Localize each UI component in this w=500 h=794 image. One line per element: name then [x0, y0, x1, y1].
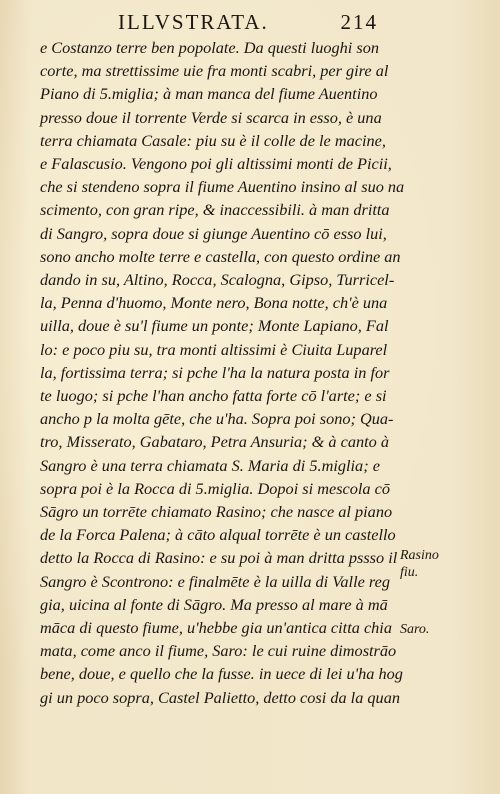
- text-line: mata, come anco il fiume, Saro: le cui ruine dimostrāo: [40, 641, 397, 661]
- text-line: che si stendeno sopra il fiume Auentino insino al suo na: [40, 177, 405, 197]
- text-line: Sāgro un torrēte chiamato Rasino; che nasce al piano: [40, 502, 393, 522]
- text-line: Sangro è Scontrono: e finalmēte è la uilla di Valle reg: [40, 571, 390, 591]
- text-line: de la Forca Palena; à cāto alqual torrēte è un castello: [40, 525, 396, 545]
- text-line: te luogo; si pche l'han ancho fatta forte cō l'arte; e si: [40, 386, 387, 406]
- page-header: [118, 10, 378, 34]
- marginal-note-line: fiu.: [400, 565, 419, 580]
- text-line: Piano di 5.miglia; à man manca del fiume Auentino: [40, 84, 378, 104]
- text-line: e Falascusio. Vengono poi gli altissimi monti de Picii,: [40, 154, 392, 174]
- text-line: uilla, doue è su'l fiume un ponte; Monte Lapiano, Fal: [40, 316, 389, 336]
- text-line: dando in su, Altino, Rocca, Scalogna, Gipso, Turricel-: [40, 270, 395, 290]
- text-line: sopra poi è la Rocca di 5.miglia. Dopoi si mescola cō: [40, 478, 391, 498]
- marginal-note-line: Rasino: [400, 548, 439, 563]
- text-line: corte, ma strettissime uie fra monti scabri, per gire al: [40, 61, 389, 81]
- text-line: di Sangro, sopra doue si giunge Auentino cō esso lui,: [40, 223, 387, 243]
- text-line: terra chiamata Casale: piu su è il colle de le macine,: [40, 130, 386, 150]
- text-line: tro, Misserato, Gabataro, Petra Ansuria; & à canto à: [40, 432, 389, 452]
- text-line: sono ancho molte terre e castella, con questo ordine an: [40, 246, 401, 266]
- page-number: 214: [340, 10, 378, 34]
- text-line: ancho p la molta gēte, che u'ha. Sopra poi sono; Qua-: [40, 409, 394, 429]
- text-line: bene, doue, e quello che la fusse. in uece di lei u'ha hog: [40, 664, 403, 684]
- running-title: ILLVSTRATA.: [118, 10, 269, 34]
- text-line: presso doue il torrente Verde si scarca in esso, è una: [40, 107, 382, 127]
- text-line: gia, uicina al fonte di Sāgro. Ma presso al mare à mā: [40, 594, 388, 614]
- text-line: lo: e poco piu su, tra monti altissimi è Ciuita Luparel: [40, 339, 388, 359]
- text-line: la, Penna d'huomo, Monte nero, Bona notte, ch'è una: [40, 293, 388, 313]
- text-line: māca di questo fiume, u'hebbe gia un'antica citta chia: [40, 618, 392, 638]
- marginal-note-saro: [400, 621, 470, 638]
- text-line: la, fortissima terra; si pche l'ha la natura posta in for: [40, 362, 390, 382]
- text-line: scimento, con gran ripe, & inaccessibili. à man dritta: [40, 200, 390, 220]
- text-line: e Costanzo terre ben popolate. Da questi luoghi son: [40, 38, 380, 57]
- body-text: [40, 36, 405, 709]
- text-line: gi un poco sopra, Castel Palietto, detto cosi da la quan: [40, 687, 400, 707]
- marginal-note-rasino: [400, 547, 470, 581]
- text-line: Sangro è una terra chiamata S. Maria di 5.miglia; e: [40, 455, 380, 475]
- text-line: detto la Rocca di Rasino: e su poi à man dritta pssso il: [40, 548, 398, 568]
- marginal-note-line: Saro.: [400, 622, 430, 637]
